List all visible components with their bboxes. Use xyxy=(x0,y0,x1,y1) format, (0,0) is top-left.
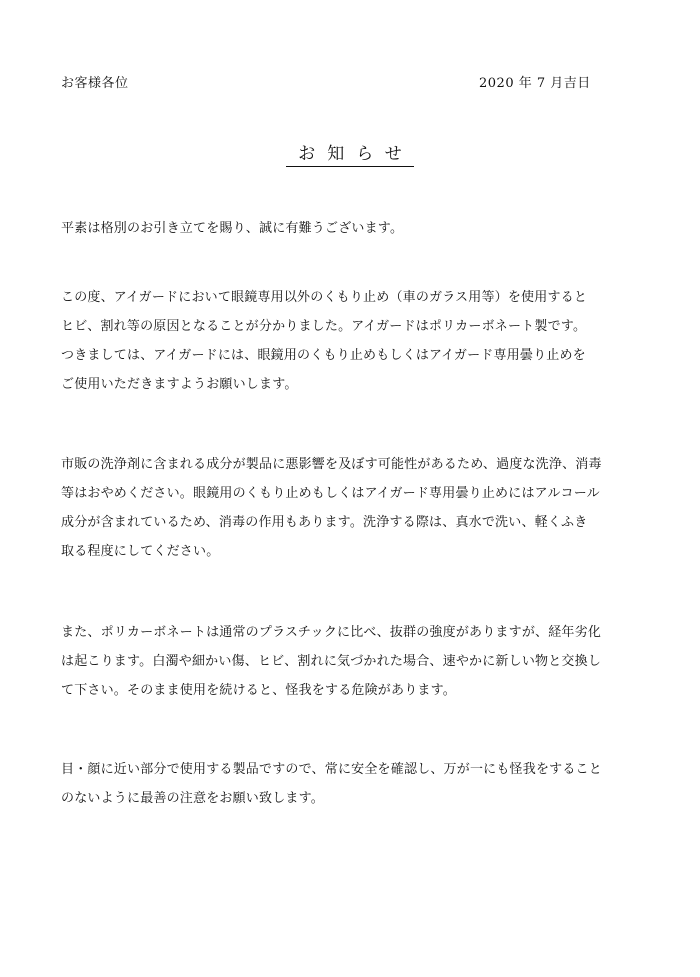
date-label: 2020 年 7 月吉日 xyxy=(479,76,591,91)
notice-title: お知らせ xyxy=(286,143,414,167)
paragraph-line: は起こります。白濁や細かい傷、ヒビ、割れに気づかれた場合、速やかに新しい物と交換し xyxy=(61,654,602,669)
notice-title-container xyxy=(0,143,700,167)
paragraph-line: のないように最善の注意をお願い致します。 xyxy=(61,791,324,806)
paragraph-line: 等はおやめください。眼鏡用のくもり止めもしくはアイガード専用曇り止めにはアルコール xyxy=(61,486,600,501)
paragraph-cleaning xyxy=(61,450,661,566)
paragraph-line: また、ポリカーボネートは通常のプラスチックに比べ、抜群の強度がありますが、経年劣化 xyxy=(61,625,602,640)
paragraph-line: 平素は格別のお引き立てを賜り、誠に有難うございます。 xyxy=(61,221,404,236)
recipient-label: お客様各位 xyxy=(61,76,129,91)
paragraph-announcement xyxy=(61,283,661,399)
paragraph-line: この度、アイガードにおいて眼鏡専用以外のくもり止め（車のガラス用等）を使用すると xyxy=(61,290,588,305)
paragraph-line: 取る程度にしてください。 xyxy=(61,544,220,559)
paragraph-line: つきましては、アイガードには、眼鏡用のくもり止めもしくはアイガード専用曇り止めを xyxy=(61,348,586,363)
paragraph-line: 市販の洗浄剤に含まれる成分が製品に悪影響を及ぼす可能性があるため、過度な洗浄、消毒 xyxy=(61,457,602,472)
paragraph-safety xyxy=(61,755,661,813)
paragraph-line: ご使用いただきますようお願いします。 xyxy=(61,377,298,392)
paragraph-line: 成分が含まれているため、消毒の作用もあります。洗浄する際は、真水で洗い、軽くふき xyxy=(61,515,588,530)
paragraph-line: て下さい。そのまま使用を続けると、怪我をする危険があります。 xyxy=(61,683,456,698)
paragraph-line: ヒビ、割れ等の原因となることが分かりました。アイガードはポリカーボネート製です。 xyxy=(61,319,587,334)
paragraph-greeting xyxy=(61,214,661,243)
paragraph-line: 目・顔に近い部分で使用する製品ですので、常に安全を確認し、万が一にも怪我をすること xyxy=(61,762,602,777)
paragraph-durability xyxy=(61,618,661,705)
